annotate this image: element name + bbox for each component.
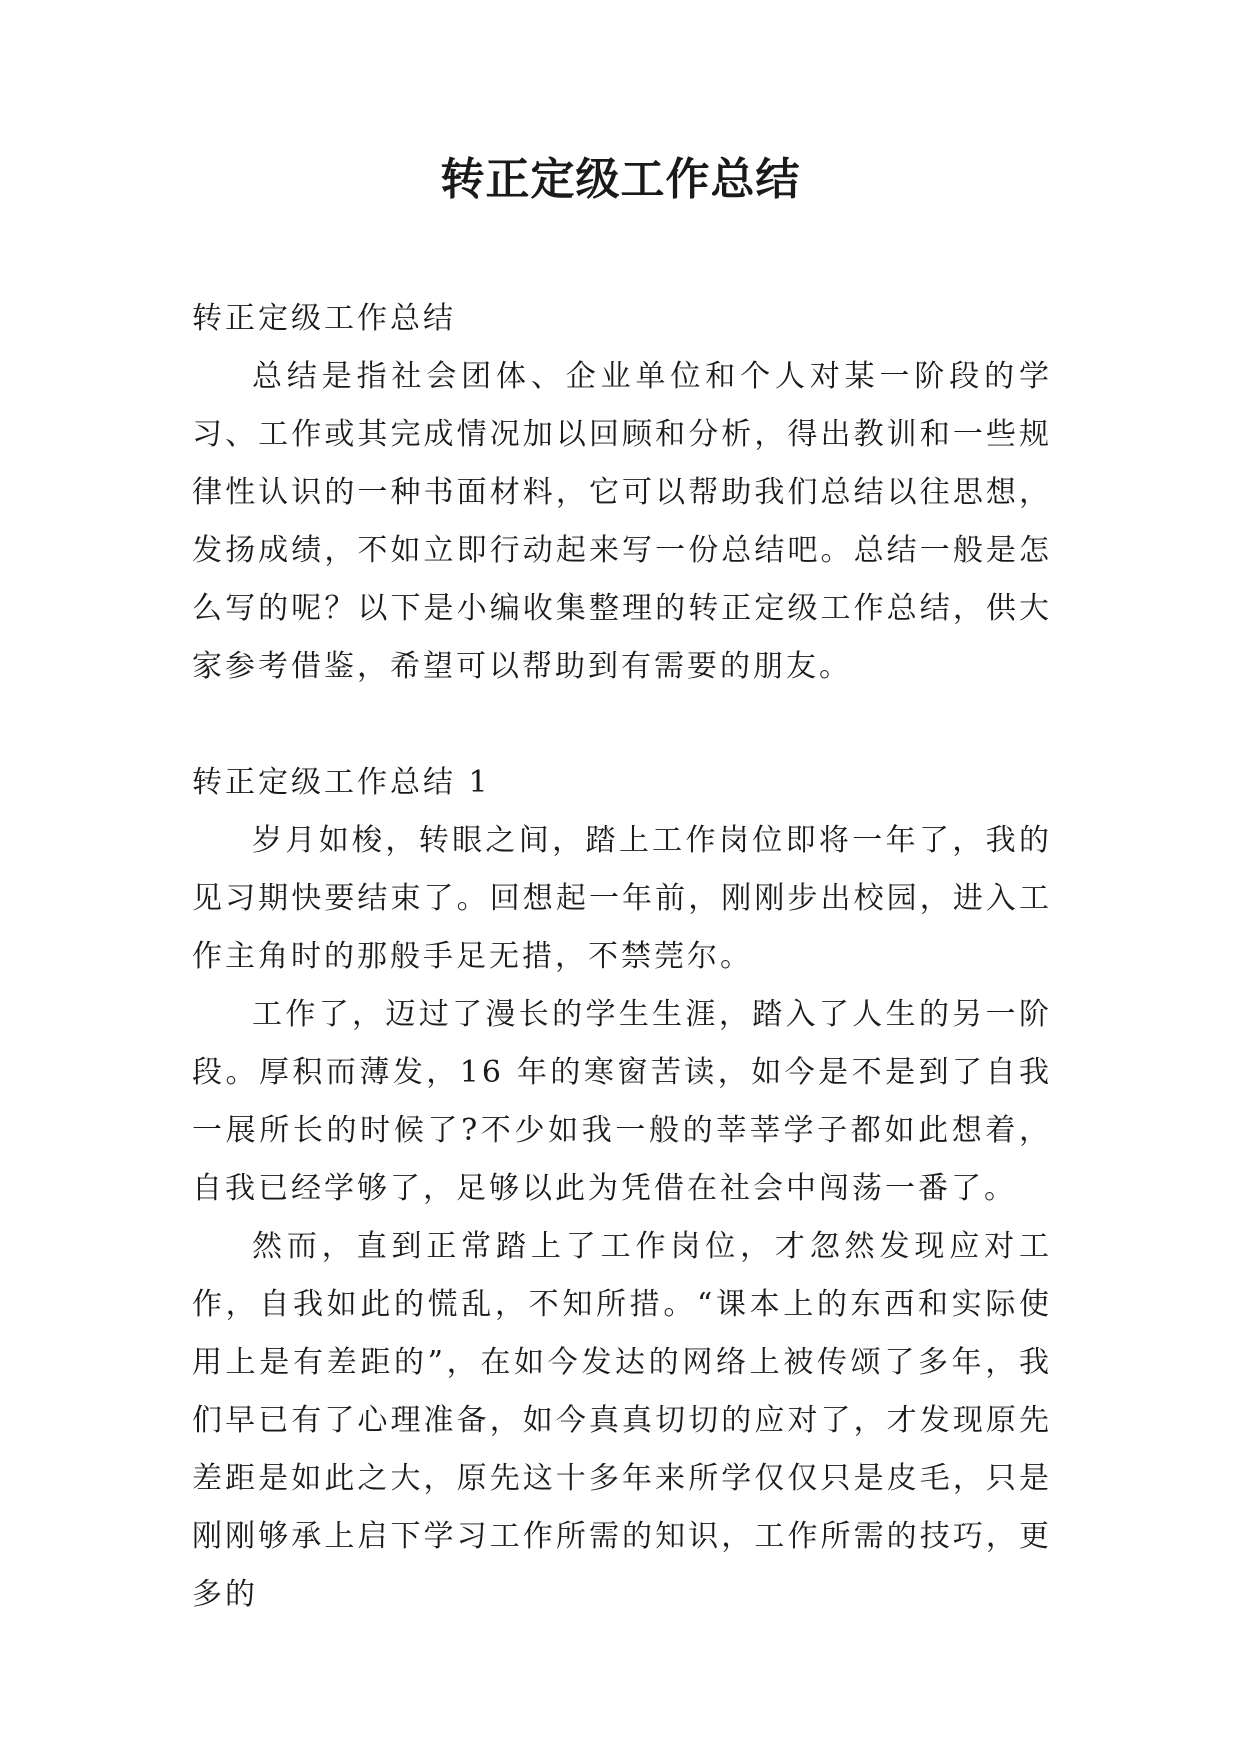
section-heading: 转正定级工作总结 1 xyxy=(192,765,491,800)
intro-paragraph: 总结是指社会团体、企业单位和个人对某一阶段的学习、工作或其完成情况加以回顾和分析，得出教训和一些规律性认识的一种书面材料，它可以帮助我们总结以往思想，发扬成绩，不如立即行动起来写一份总结吧。总结一般是怎么写的呢？以下是小编收集整理的转正定级工作总结，供大家参考借鉴，希望可以帮助到有需要的朋友。 xyxy=(192,359,1052,684)
section-paragraph-2: 工作了，迈过了漫长的学生生涯，踏入了人生的另一阶段。厚积而薄发，16 年的寒窗苦读，如今是不是到了自我一展所长的时候了?不少如我一般的莘莘学子都如此想着，自我已经学够了，足够以此为凭借在社会中闯荡一番了。 xyxy=(192,997,1052,1206)
document-title: 转正定级工作总结 xyxy=(440,154,801,205)
section-paragraph-3: 然而，直到正常踏上了工作岗位，才忽然发现应对工作，自我如此的慌乱，不知所措。“课本上的东西和实际使用上是有差距的”，在如今发达的网络上被传颂了多年，我们早已有了心理准备，如今真真切切的应对了，才发现原先差距是如此之大，原先这十多年来所学仅仅只是皮毛，只是刚刚够承上启下学习工作所需的知识，工作所需的技巧，更多的 xyxy=(192,1229,1052,1612)
section-paragraph-1: 岁月如梭，转眼之间，踏上工作岗位即将一年了，我的见习期快要结束了。回想起一年前，刚刚步出校园，进入工作主角时的那般手足无措，不禁莞尔。 xyxy=(192,823,1052,974)
intro-heading: 转正定级工作总结 xyxy=(192,301,456,336)
section-spacer xyxy=(192,696,1052,754)
document-body xyxy=(192,290,1052,1624)
